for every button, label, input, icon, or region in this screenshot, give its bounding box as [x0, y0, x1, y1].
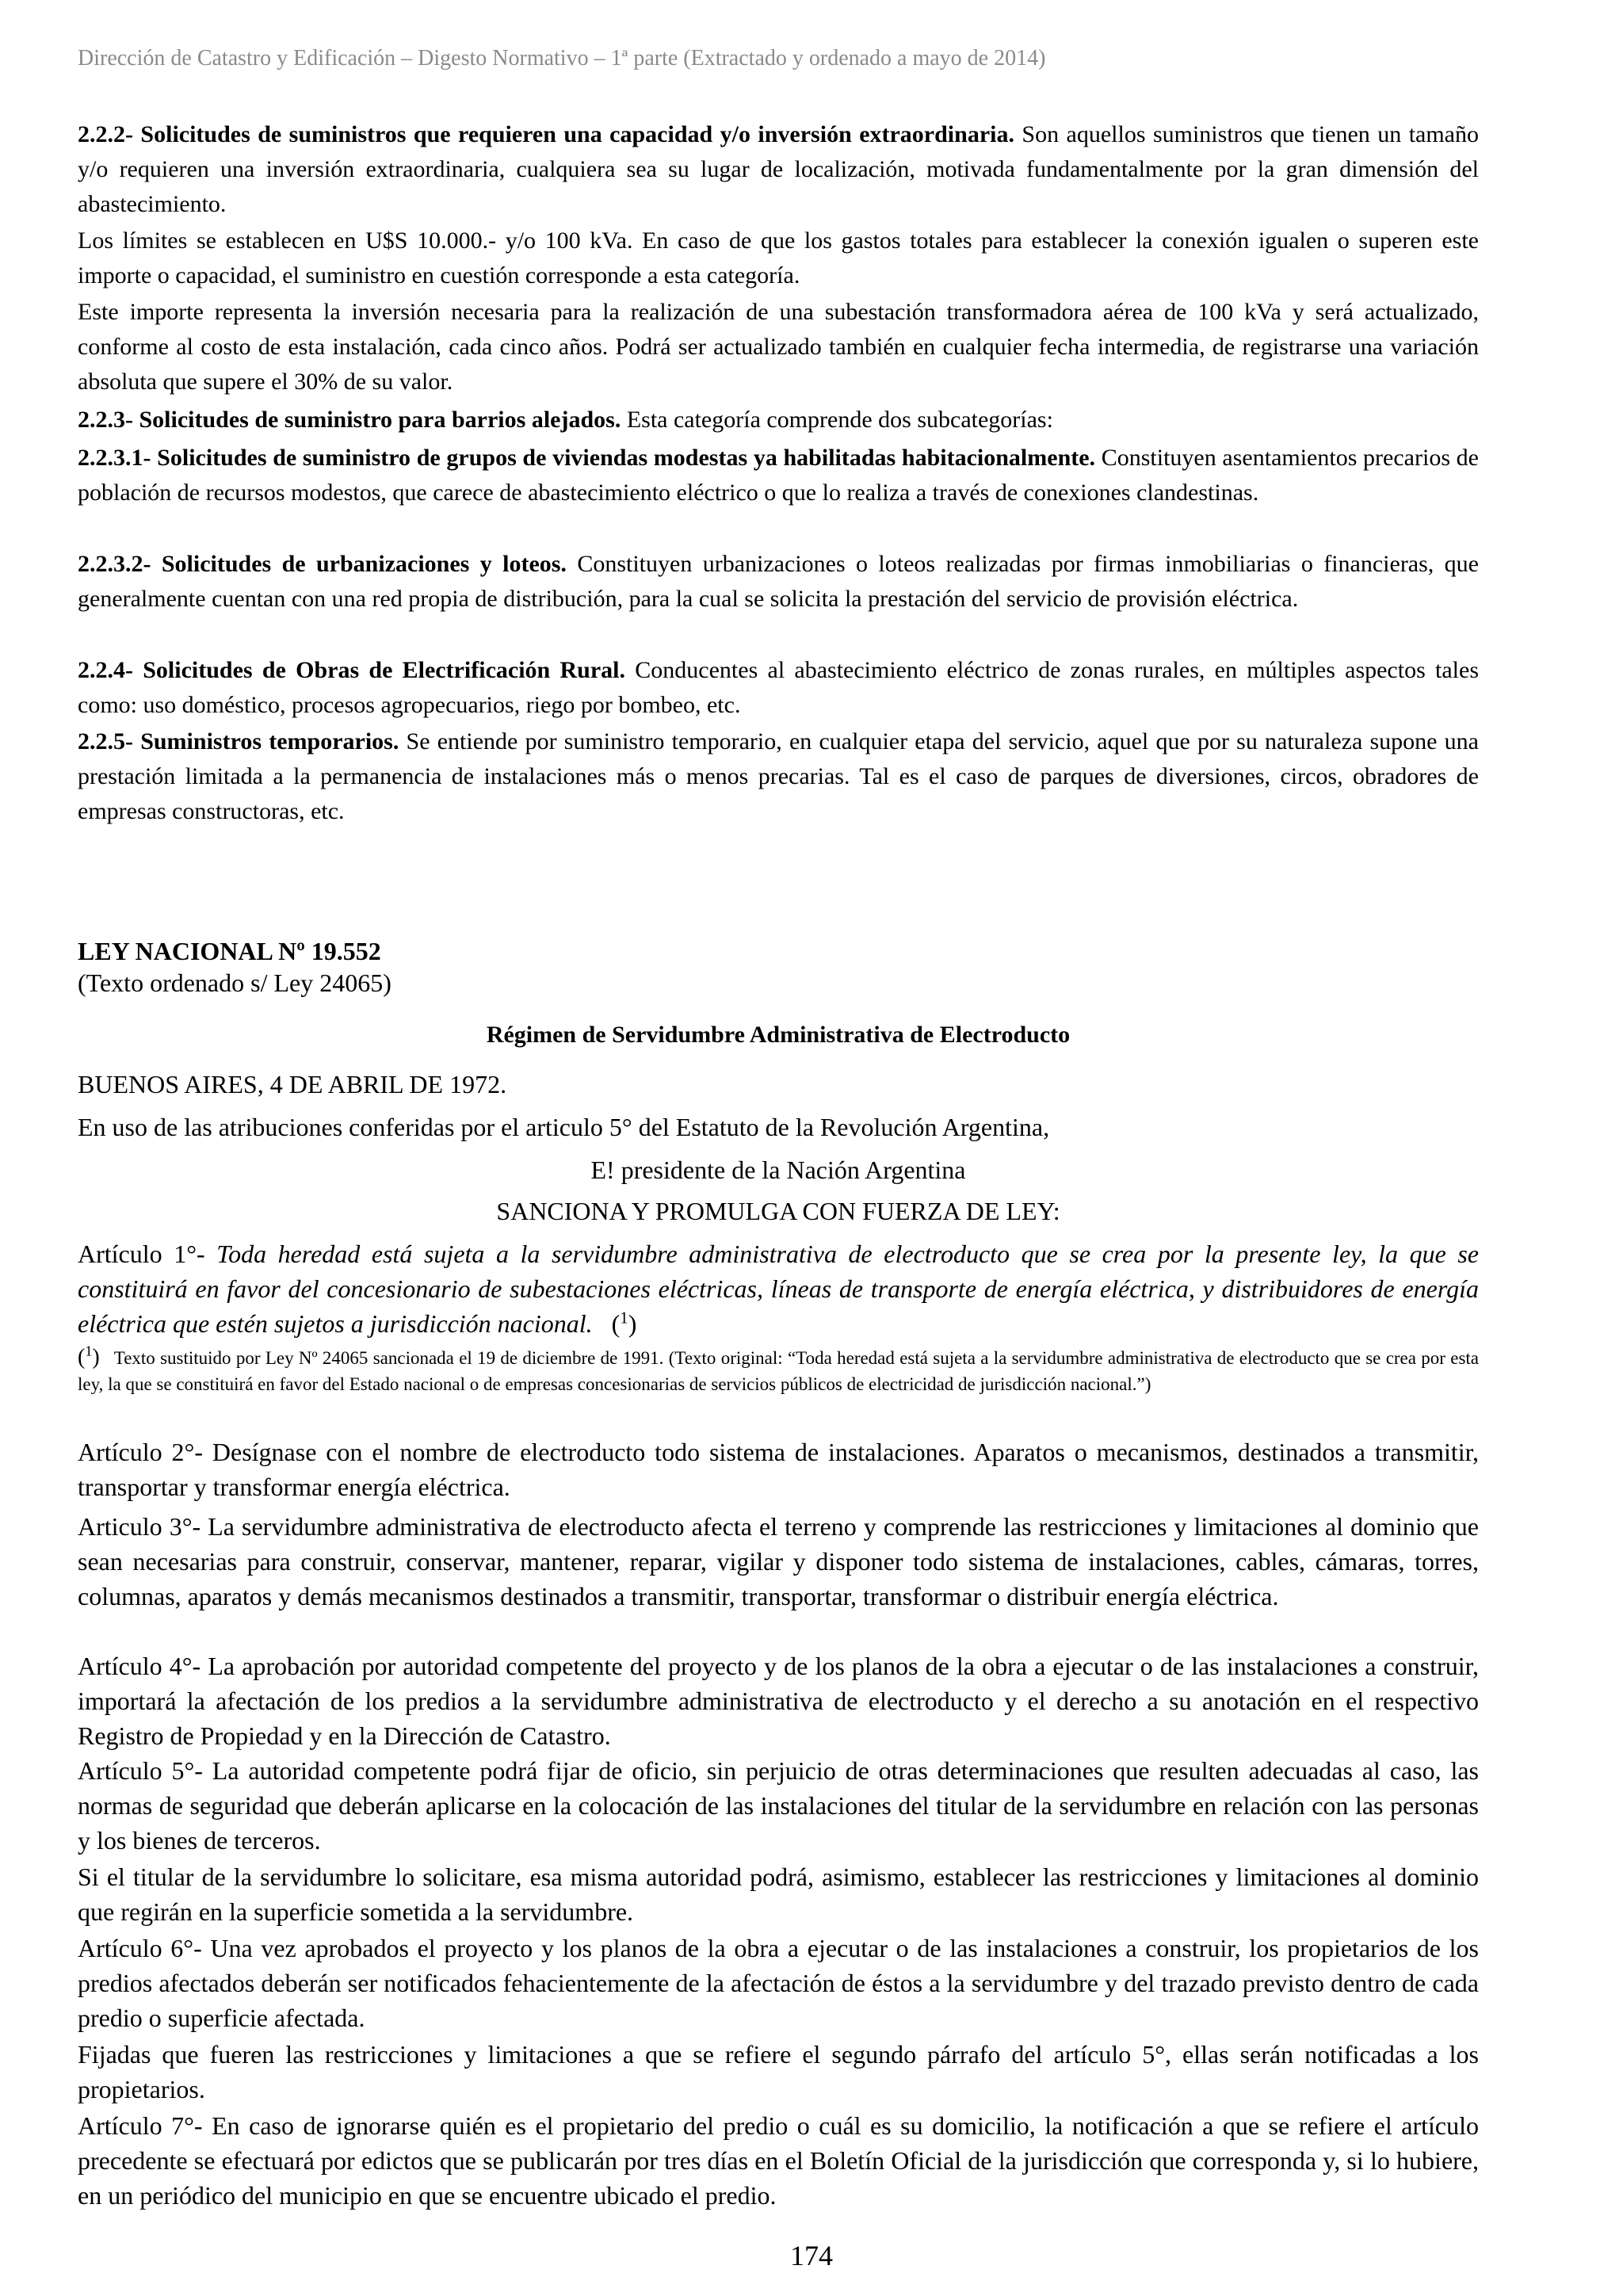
- paragraph-2-2-2-limits: Los límites se establecen en U$S 10.000.- y/o 100 kVa. En caso de que los gastos totales para establecer la conexión igualen o superen este importe o capacidad, el suministro en cuestión corresponde a esta categoría.: [78, 227, 1479, 288]
- text-2-2-5: Se entiende por suministro temporario, en cualquier etapa del servicio, aquel que por su naturaleza supone una prestación limitada a la permanencia de instalaciones más o menos precarias. Tal es el caso de parques de diversiones, circos, obradores de empresas constructoras, etc.: [78, 728, 1479, 824]
- regimen-heading: Régimen de Servidumbre Administrativa de Electroducto: [486, 1022, 1071, 1048]
- law-subtitle: (Texto ordenado s/ Ley 24065): [78, 968, 391, 997]
- paragraph-2-2-2: [78, 117, 1479, 222]
- law-date: BUENOS AIRES, 4 DE ABRIL DE 1972.: [78, 1070, 507, 1098]
- law-sanciona: SANCIONA Y PROMULGA CON FUERZA DE LEY:: [496, 1197, 1060, 1225]
- running-header: Dirección de Catastro y Edificación – Digesto Normativo – 1ª parte (Extractado y ordenado a mayo de 2014): [78, 46, 1046, 71]
- article-6-paragraph-2: Fijadas que fueren las restricciones y limitaciones a que se refiere el segundo párrafo del artículo 5°, ellas serán notificadas a los propietarios.: [78, 2040, 1479, 2103]
- law-title: LEY NACIONAL Nº 19.552: [78, 937, 381, 965]
- paragraph-2-2-3: [78, 403, 1479, 437]
- paragraph-2-2-2-importe: Este importe representa la inversión necesaria para la realización de una subestación transformadora aérea de 100 kVa y será actualizado, conforme al costo de esta instalación, cada cinco años. Podrá ser actualizado también en cualquier fecha intermedia, de registrarse una variación absoluta que supere el 30% de su valor.: [78, 299, 1479, 395]
- paragraph-2-2-3-1: [78, 441, 1479, 510]
- heading-2-2-2: 2.2.2- Solicitudes de suministros que requieren una capacidad y/o inversión extraordinaria.: [78, 121, 1014, 147]
- article-7: Artículo 7°- En caso de ignorarse quién es el propietario del predio o cuál es su domicilio, la notificación a que se refiere el artículo precedente se efectuará por edictos que se publicarán por tres días en el Boletín Oficial de la jurisdicción que corresponda y, si lo hubiere, en un periódico del municipio en que se encuentre ubicado el predio.: [78, 2111, 1479, 2210]
- footnote-1: [78, 1344, 1479, 1397]
- article-1-text: Toda heredad está sujeta a la servidumbre administrativa de electroducto que se crea por la presente ley, la que se constituirá en favor del concesionario de subestaciones eléctricas, líneas de transporte de energía eléctrica, y distribuidores de energía eléctrica que estén sujetos a jurisdicción nacional.: [78, 1240, 1480, 1338]
- article-5-paragraph-2: Si el titular de la servidumbre lo solicitare, esa misma autoridad podrá, asimismo, establecer las restricciones y limitaciones al dominio que regirán en la superficie sometida a la servidumbre.: [78, 1862, 1479, 1926]
- text-2-2-4: Conducentes al abastecimiento eléctrico de zonas rurales, en múltiples aspectos tales como: uso doméstico, procesos agropecuarios, riego por bombeo, etc.: [78, 657, 1479, 718]
- footnote-mark: ($^1$): [78, 1343, 100, 1370]
- text-2-2-2: Son aquellos suministros que tienen un tamaño y/o requieren una inversión extraordinaria, cualquiera sea su lugar de localización, motivada fundamentalmente por la gran dimensión del abastecimiento.: [78, 121, 1479, 217]
- paragraph-2-2-3-2: [78, 547, 1479, 617]
- article-1: Artículo 1°- Toda heredad está sujeta a la servidumbre administrativa de electroducto que se crea por la presente ley, la que se constituirá en favor del concesionario de subestaciones eléctricas, líneas de transporte de energía eléctrica, y distribuidores de energía eléctrica que estén sujetos a jurisdicción nacional. ($^1$): [78, 1240, 1480, 1338]
- heading-2-2-4: 2.2.4- Solicitudes de Obras de Electrificación Rural.: [78, 657, 626, 683]
- text-2-2-3-2: Constituyen urbanizaciones o loteos realizadas por firmas inmobiliarias o financieras, que generalmente cuentan con una red propia de distribución, para la cual se solicita la prestación del servicio de provisión eléctrica.: [78, 551, 1479, 612]
- law-preamble: En uso de las atribuciones conferidas por el articulo 5° del Estatuto de la Revolución Argentina,: [78, 1113, 1050, 1141]
- heading-2-2-5: 2.2.5- Suministros temporarios.: [78, 728, 399, 755]
- text-2-2-3: Esta categoría comprende dos subcategorías:: [621, 407, 1053, 433]
- text-2-2-3-1: Constituyen asentamientos precarios de población de recursos modestos, que carece de abastecimiento eléctrico o que lo realiza a través de conexiones clandestinas.: [78, 445, 1479, 506]
- article-6: Artículo 6°- Una vez aprobados el proyecto y los planos de la obra a ejecutar o de las instalaciones a construir, los propietarios de los predios afectados deberán ser notificados fehacientemente de la afectación de éstos a la servidumbre y del trazado previsto dentro de cada predio o superficie afectada.: [78, 1934, 1479, 2032]
- heading-2-2-3-1: 2.2.3.1- Solicitudes de suministro de grupos de viviendas modestas ya habilitadas habitacionalmente.: [78, 445, 1096, 471]
- footnote-reference: 1: [620, 1308, 628, 1328]
- article-5: Artículo 5°- La autoridad competente podrá fijar de oficio, sin perjuicio de otras determinaciones que resulten adecuadas al caso, las normas de seguridad que deberán aplicarse en la colocación de las instalaciones del titular de la servidumbre en relación con las personas y los bienes de terceros.: [78, 1756, 1479, 1855]
- page-number: 174: [790, 2240, 833, 2271]
- paragraph-2-2-4: [78, 653, 1479, 723]
- heading-2-2-3-2: 2.2.3.2- Solicitudes de urbanizaciones y loteos.: [78, 551, 567, 577]
- heading-2-2-3: 2.2.3- Solicitudes de suministro para barrios alejados.: [78, 407, 621, 433]
- article-2: Artículo 2°- Desígnase con el nombre de electroducto todo sistema de instalaciones. Aparatos o mecanismos, destinados a transmitir, transportar y transformar energía eléctrica.: [78, 1438, 1479, 1501]
- article-1-label: Artículo 1°-: [78, 1240, 217, 1268]
- footnote-text: Texto sustituido por Ley Nº 24065 sancionada el 19 de diciembre de 1991. (Texto original: “Toda heredad está sujeta a la servidumbre administrativa de electroducto que se crea por esta ley, la que se constituirá en favor del Estado nacional o de empresas concesionarias de servicios públicos de electricidad de jurisdicción nacional.”): [78, 1348, 1479, 1394]
- law-president: E! presidente de la Nación Argentina: [590, 1156, 966, 1184]
- paragraph-2-2-5: [78, 724, 1479, 829]
- article-4: Artículo 4°- La aprobación por autoridad competente del proyecto y de los planos de la obra a ejecutar o de las instalaciones a construir, importará la afectación de los predios a la servidumbre administrativa de electroducto y el derecho a su anotación en el respectivo Registro de Propiedad y en la Dirección de Catastro.: [78, 1652, 1479, 1750]
- article-3: Articulo 3°- La servidumbre administrativa de electroducto afecta el terreno y comprende las restricciones y limitaciones al dominio que sean necesarias para construir, conservar, mantener, reparar, vigilar y disponer todo sistema de instalaciones, cables, cámaras, torres, columnas, aparatos y demás mecanismos destinados a transmitir, transportar, transformar o distribuir energía eléctrica.: [78, 1512, 1479, 1610]
